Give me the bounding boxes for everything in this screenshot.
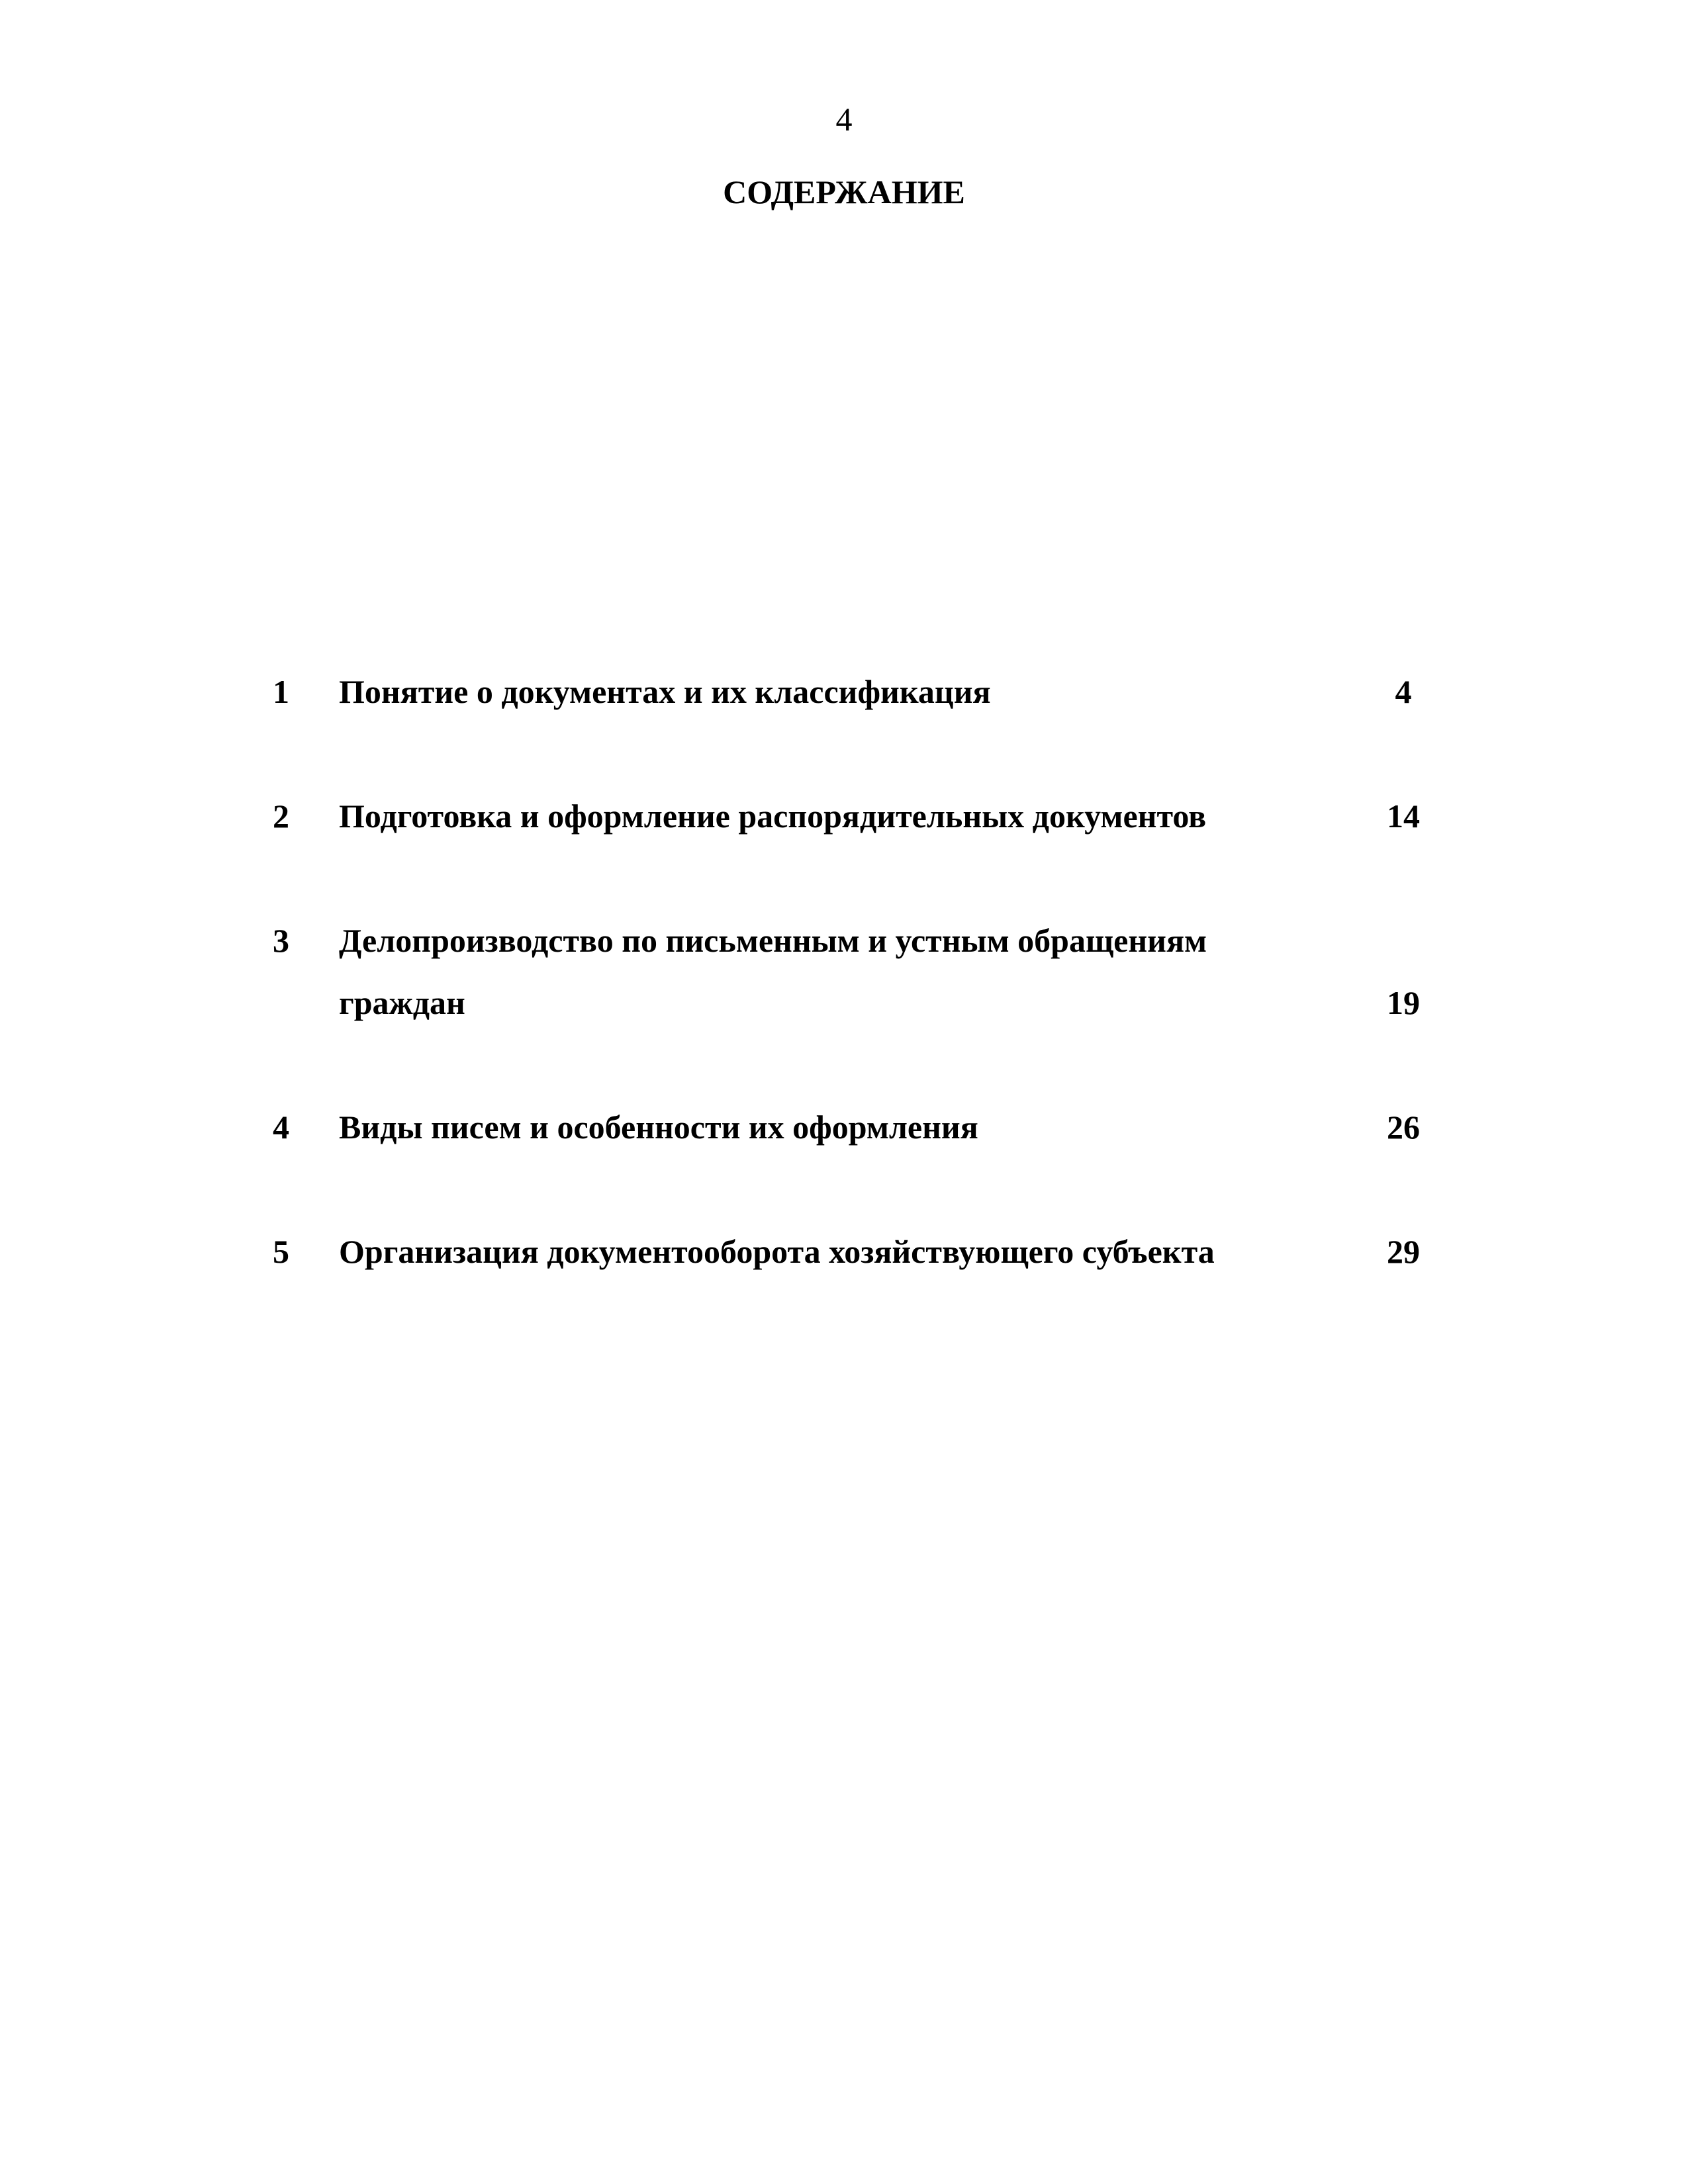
toc-entry-page: 4	[1395, 673, 1412, 710]
toc-entry-title: Понятие о документах и их классификация	[339, 673, 991, 710]
toc-entry-number: 3	[273, 922, 289, 959]
toc-entry-page: 14	[1387, 797, 1420, 835]
toc-entry-page: 19	[1387, 984, 1420, 1021]
page-title: СОДЕРЖАНИЕ	[723, 173, 965, 210]
toc-entry-page: 29	[1387, 1233, 1420, 1270]
page-number: 4	[835, 101, 853, 138]
toc-entry-title: Виды писем и особенности их оформления	[339, 1109, 978, 1146]
toc-entry-title: Делопроизводство по письменным и устным обращениям граждан	[339, 922, 1207, 1021]
toc-entry-number: 2	[273, 797, 289, 835]
toc-entry-title: Организация документооборота хозяйствующего субъекта	[339, 1233, 1215, 1270]
toc-entry-number: 5	[273, 1233, 289, 1270]
toc-entry-page: 26	[1387, 1109, 1420, 1146]
toc-entry-number: 1	[273, 673, 289, 710]
toc-entry-title: Подготовка и оформление распорядительных документов	[339, 797, 1207, 835]
toc-entry-number: 4	[273, 1109, 289, 1146]
